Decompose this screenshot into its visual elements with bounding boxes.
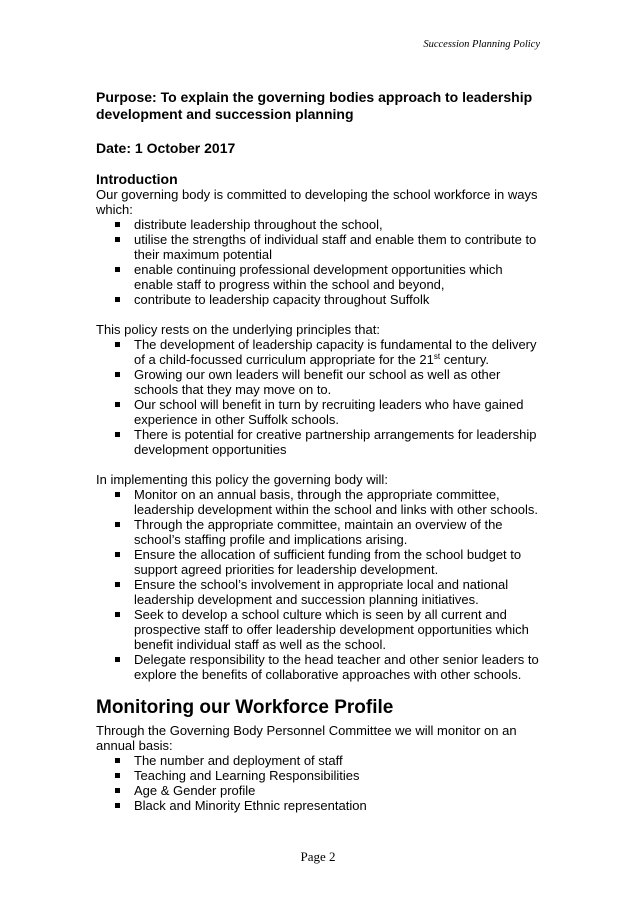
- list-item: Growing our own leaders will benefit our school as well as other schools that they may move on to.: [134, 367, 541, 397]
- list-item: Delegate responsibility to the head teacher and other senior leaders to explore the benefits of collaborative approaches with other schools.: [134, 652, 541, 682]
- introduction-text: Our governing body is committed to developing the school workforce in ways which:: [96, 187, 538, 217]
- implementation-list: [96, 487, 541, 682]
- list-item: Age & Gender profile: [134, 783, 541, 798]
- ordinal-superscript: st: [433, 352, 441, 361]
- page-number: Page 2: [300, 849, 336, 864]
- list-item: Black and Minority Ethnic representation: [134, 798, 541, 813]
- list-item: Teaching and Learning Responsibilities: [134, 768, 541, 783]
- list-item: The number and deployment of staff: [134, 753, 541, 768]
- list-item: Monitor on an annual basis, through the appropriate committee, leadership development within the school and links with other schools.: [134, 487, 541, 517]
- monitoring-heading: Monitoring our Workforce Profile: [96, 697, 394, 718]
- list-item: Seek to develop a school culture which is seen by all current and prospective staff to offer leadership development opportunities which benefit individual staff as well as the school.: [134, 607, 541, 652]
- list-item: utilise the strengths of individual staff and enable them to contribute to their maximum potential: [134, 232, 541, 262]
- monitoring-list: [96, 753, 541, 813]
- running-header: Succession Planning Policy: [423, 39, 540, 50]
- implementation-text: In implementing this policy the governing body will:: [96, 472, 388, 487]
- policy-date: Date: 1 October 2017: [96, 140, 236, 156]
- list-item-text-end: century.: [440, 352, 490, 367]
- list-item: distribute leadership throughout the school,: [134, 217, 541, 232]
- monitoring-text: Through the Governing Body Personnel Committee we will monitor on an annual basis:: [96, 723, 517, 753]
- principles-list: [96, 337, 541, 457]
- list-item: There is potential for creative partnership arrangements for leadership development opportunities: [134, 427, 541, 457]
- document-body: [96, 89, 541, 828]
- list-item-text: The development of leadership capacity is fundamental to the delivery of a child-focussed curriculum appropriate for the 21: [134, 337, 537, 367]
- list-item: enable continuing professional development opportunities which enable staff to progress within the school and beyond,: [134, 262, 541, 292]
- list-item: Through the appropriate committee, maintain an overview of the school’s staffing profile and implications arising.: [134, 517, 541, 547]
- list-item: [134, 337, 541, 367]
- list-item: contribute to leadership capacity throughout Suffolk: [134, 292, 541, 307]
- introduction-heading: Introduction: [96, 171, 178, 187]
- list-item: Ensure the school’s involvement in appropriate local and national leadership development and succession planning initiatives.: [134, 577, 541, 607]
- list-item: Ensure the allocation of sufficient funding from the school budget to support agreed priorities for leadership development.: [134, 547, 541, 577]
- list-item: Our school will benefit in turn by recruiting leaders who have gained experience in other Suffolk schools.: [134, 397, 541, 427]
- introduction-list: [96, 217, 541, 307]
- principles-text: This policy rests on the underlying principles that:: [96, 322, 380, 337]
- purpose-statement: Purpose: To explain the governing bodies approach to leadership development and succession planning: [96, 89, 533, 122]
